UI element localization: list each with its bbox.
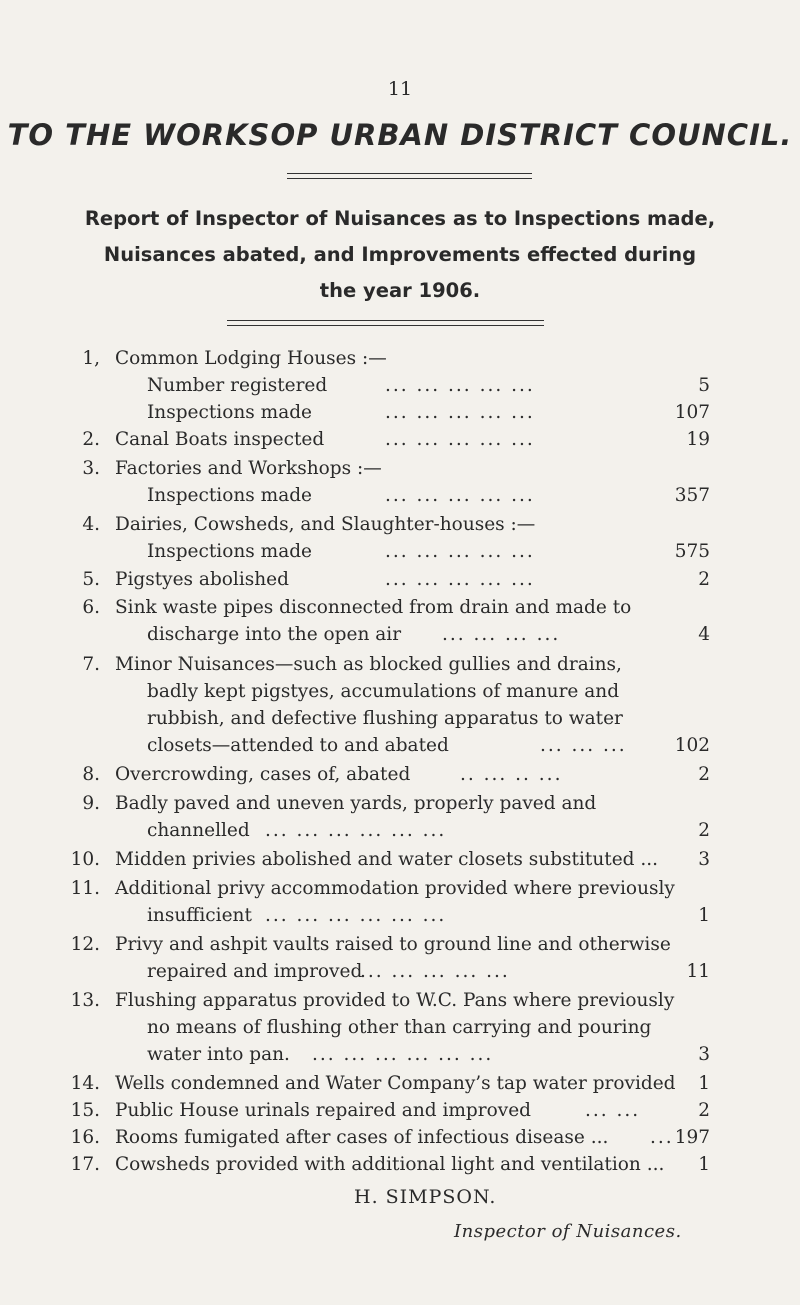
item-text: Minor Nuisances—such as blocked gullies and drains,	[115, 654, 622, 675]
item-number: 3.	[82, 458, 100, 479]
item-number: 1,	[82, 348, 100, 369]
item-value: 575	[674, 541, 710, 562]
item-text: Midden privies abolished and water closets substituted ...	[115, 849, 659, 870]
item-text: Sink waste pipes disconnected from drain and made to	[115, 597, 632, 618]
item-text: no means of flushing other than carrying and pouring	[147, 1017, 652, 1038]
report-title-line: the year 1906.	[319, 279, 481, 302]
item-text: Privy and ashpit vaults raised to ground line and otherwise	[115, 934, 671, 955]
item-text: repaired and improved	[147, 961, 363, 982]
item-text: Dairies, Cowsheds, and Slaughter-houses :—	[115, 514, 536, 535]
item-text: Pigstyes abolished	[115, 569, 289, 590]
item-number: 14.	[70, 1073, 100, 1094]
divider	[227, 320, 544, 326]
item-number: 11.	[70, 878, 100, 899]
leader-dots: ... ... ...	[540, 735, 627, 756]
item-text: Common Lodging Houses :—	[115, 348, 387, 369]
leader-dots: ... ... ... ... ...	[385, 569, 535, 590]
item-value: 2	[698, 1100, 710, 1121]
item-text: Badly paved and uneven yards, properly paved and	[115, 793, 597, 814]
leader-dots: ... ... ... ... ...	[385, 402, 535, 423]
item-number: 4.	[82, 514, 100, 535]
item-text: discharge into the open air	[147, 624, 402, 645]
item-value: 1	[698, 905, 710, 926]
item-number: 17.	[70, 1154, 100, 1175]
leader-dots: ... ... ... ... ...	[385, 541, 535, 562]
item-value: 5	[698, 375, 710, 396]
item-number: 12.	[70, 934, 100, 955]
leader-dots: ... ... ... ... ...	[385, 429, 535, 450]
divider	[287, 173, 532, 179]
item-text: Public House urinals repaired and improved	[115, 1100, 531, 1121]
item-text: Additional privy accommodation provided where previously	[115, 878, 675, 899]
item-number: 15.	[70, 1100, 100, 1121]
item-text: Overcrowding, cases of, abated	[115, 764, 411, 785]
signature-title: Inspector of Nuisances.	[454, 1221, 682, 1242]
item-number: 16.	[70, 1127, 100, 1148]
leader-dots: ... ... ... ... ... ...	[265, 905, 447, 926]
leader-dots: ... ... ... ... ...	[360, 961, 510, 982]
leader-dots: ... ... ... ... ... ...	[312, 1044, 494, 1065]
leader-dots: ... ...	[585, 1100, 641, 1121]
item-text: rubbish, and defective flushing apparatus to water	[147, 708, 623, 729]
item-value: 3	[698, 849, 710, 870]
item-number: 5.	[82, 569, 100, 590]
item-number: 9.	[82, 793, 100, 814]
item-text: Wells condemned and Water Company’s tap water provided	[115, 1073, 676, 1094]
report-title-line: Nuisances abated, and Improvements effected during	[103, 243, 697, 266]
item-text: badly kept pigstyes, accumulations of manure and	[147, 681, 620, 702]
item-value: 2	[698, 569, 710, 590]
item-value: 2	[698, 764, 710, 785]
item-value: 107	[674, 402, 710, 423]
item-text: Cowsheds provided with additional light and ventilation ...	[115, 1154, 665, 1175]
item-value: 3	[698, 1044, 710, 1065]
item-text: channelled	[147, 820, 250, 841]
council-title: TO THE WORKSOP URBAN DISTRICT COUNCIL.	[7, 118, 793, 152]
leader-dots: ... ... ... ... ... ...	[265, 820, 447, 841]
item-number: 7.	[82, 654, 100, 675]
item-text: Factories and Workshops :—	[115, 458, 382, 479]
item-text: Inspections made	[147, 402, 313, 423]
item-value: 19	[686, 429, 710, 450]
item-text: Inspections made	[147, 541, 313, 562]
page-number: 11	[387, 78, 413, 100]
item-text: Canal Boats inspected	[115, 429, 325, 450]
report-title	[0, 201, 800, 309]
item-text: Rooms fumigated after cases of infectious disease ...	[115, 1127, 609, 1148]
item-text: insufficient	[147, 905, 252, 926]
report-title-line: Report of Inspector of Nuisances as to Inspections made,	[84, 207, 716, 230]
item-value: 197	[674, 1127, 710, 1148]
item-text: water into pan.	[147, 1044, 290, 1065]
item-text: Flushing apparatus provided to W.C. Pans where previously	[115, 990, 675, 1011]
item-number: 10.	[70, 849, 100, 870]
signature-name: H. SIMPSON.	[354, 1186, 497, 1208]
item-value: 11	[686, 961, 710, 982]
item-text: closets—attended to and abated	[147, 735, 449, 756]
item-text: Inspections made	[147, 485, 313, 506]
item-number: 6.	[82, 597, 100, 618]
item-number: 8.	[82, 764, 100, 785]
item-value: 102	[674, 735, 710, 756]
item-value: 357	[674, 485, 710, 506]
leader-dots: ... ... ... ... ...	[385, 375, 535, 396]
item-text: Number registered	[147, 375, 328, 396]
leader-dots: .. ... .. ...	[460, 764, 563, 785]
item-number: 13.	[70, 990, 100, 1011]
item-value: 1	[698, 1154, 710, 1175]
item-value: 1	[698, 1073, 710, 1094]
item-value: 2	[698, 820, 710, 841]
item-value: 4	[698, 624, 710, 645]
leader-dots: ... ... ... ... ...	[385, 485, 535, 506]
leader-dots: ... ... ... ...	[442, 624, 561, 645]
leader-dots: ...	[650, 1127, 674, 1148]
item-number: 2.	[82, 429, 100, 450]
